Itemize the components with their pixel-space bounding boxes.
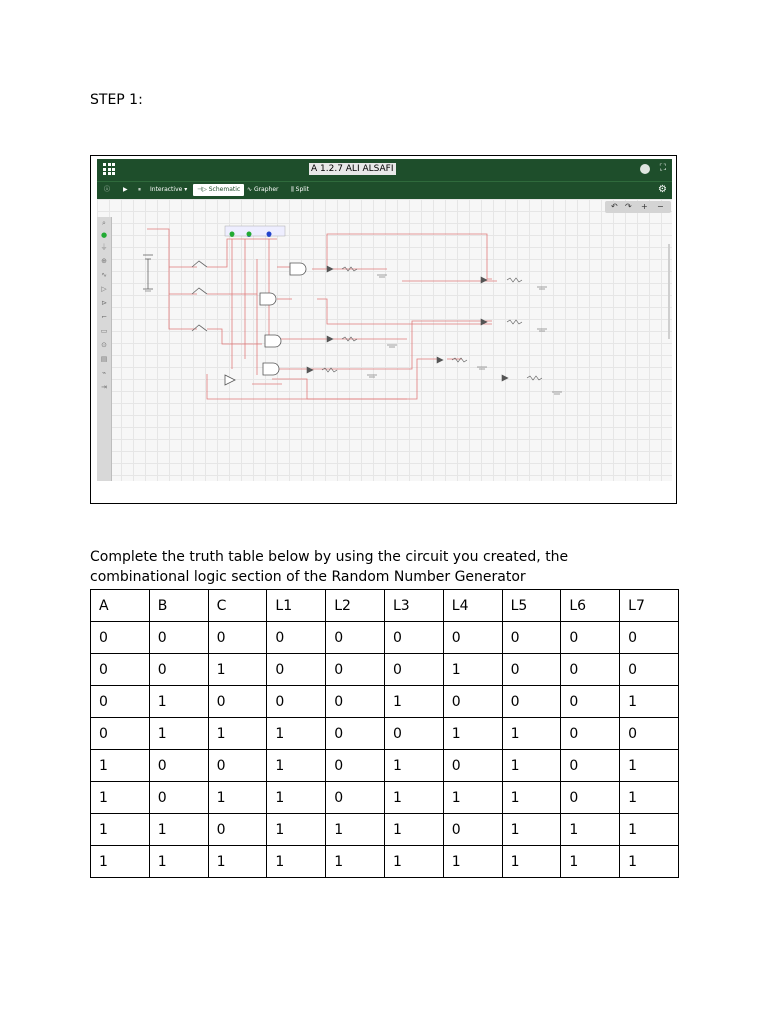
table-cell: 1	[149, 846, 208, 878]
instructions-text: Complete the truth table below by using the circuit you created, the combinational logic section of the Random Number Generator	[90, 549, 569, 585]
table-cell: 1	[561, 846, 620, 878]
table-cell: 1	[91, 750, 150, 782]
column-header: L7	[620, 590, 679, 622]
table-cell: 1	[502, 782, 561, 814]
palette-display-icon[interactable]: ▤	[100, 355, 108, 363]
info-icon[interactable]: ⓘ	[104, 186, 111, 193]
table-cell: 1	[561, 814, 620, 846]
table-row	[91, 622, 679, 654]
table-cell: 0	[326, 686, 385, 718]
table-cell: 0	[326, 622, 385, 654]
grounds	[145, 275, 562, 394]
table-cell: 1	[443, 654, 502, 686]
table-cell: 0	[91, 622, 150, 654]
palette-meter-icon[interactable]: ⊙	[101, 341, 107, 349]
table-cell: 0	[561, 750, 620, 782]
palette-source-icon[interactable]: ⊕	[101, 257, 107, 265]
column-header: L2	[326, 590, 385, 622]
table-cell: 1	[443, 718, 502, 750]
fullscreen-icon[interactable]: ⛶	[659, 163, 666, 173]
table-cell: 0	[149, 782, 208, 814]
table-cell: 0	[91, 718, 150, 750]
gates	[225, 263, 306, 385]
mode-dropdown-label: Interactive	[150, 186, 183, 193]
table-cell: 1	[326, 846, 385, 878]
table-cell: 1	[384, 750, 443, 782]
table-cell: 0	[91, 654, 150, 686]
table-cell: 0	[267, 654, 326, 686]
table-row	[91, 686, 679, 718]
table-cell: 0	[443, 750, 502, 782]
table-cell: 0	[443, 686, 502, 718]
table-cell: 0	[326, 654, 385, 686]
leds-and-resistors	[307, 266, 542, 381]
table-cell: 0	[620, 654, 679, 686]
main-toolbar	[97, 181, 672, 200]
table-row	[91, 846, 679, 878]
circuit-schematic	[97, 199, 672, 481]
table-cell: 1	[267, 846, 326, 878]
table-cell: 1	[326, 814, 385, 846]
table-cell: 0	[561, 654, 620, 686]
document-title[interactable]: A 1.2.7 ALI ALSAFI	[311, 164, 394, 174]
table-cell: 1	[443, 782, 502, 814]
table-cell: 0	[384, 622, 443, 654]
table-cell: 1	[149, 814, 208, 846]
table-row	[91, 654, 679, 686]
circuit-simulator-app	[97, 159, 672, 481]
truth-table-header	[91, 590, 679, 622]
title-bar	[97, 159, 672, 181]
table-cell: 1	[502, 718, 561, 750]
table-cell: 0	[326, 718, 385, 750]
column-header: B	[149, 590, 208, 622]
table-cell: 1	[267, 718, 326, 750]
column-header: L1	[267, 590, 326, 622]
table-cell: 0	[208, 814, 267, 846]
palette-switch-icon[interactable]: ⌐	[101, 313, 107, 321]
table-row	[91, 782, 679, 814]
table-cell: 1	[149, 718, 208, 750]
play-icon[interactable]: ▶	[123, 186, 128, 193]
mode-dropdown[interactable]: Interactive ▾	[150, 186, 188, 193]
table-cell: 0	[208, 622, 267, 654]
zoom-out-icon[interactable]: −	[657, 202, 664, 211]
table-cell: 1	[149, 686, 208, 718]
table-cell: 1	[208, 782, 267, 814]
palette-green-dot-icon[interactable]: ●	[100, 231, 108, 239]
table-cell: 1	[620, 782, 679, 814]
table-cell: 0	[326, 750, 385, 782]
column-header: C	[208, 590, 267, 622]
table-cell: 1	[384, 782, 443, 814]
table-cell: 0	[561, 622, 620, 654]
table-cell: 0	[502, 622, 561, 654]
palette-ground-icon[interactable]: ⏚	[100, 243, 108, 251]
table-cell: 1	[620, 814, 679, 846]
settings-gear-icon[interactable]: ⚙	[658, 184, 667, 195]
table-cell: 1	[208, 718, 267, 750]
step-heading: STEP 1:	[90, 92, 143, 108]
table-row	[91, 718, 679, 750]
column-header: L6	[561, 590, 620, 622]
palette-chip-icon[interactable]: ▭	[100, 327, 108, 335]
table-cell: 1	[208, 654, 267, 686]
palette-gate-icon[interactable]: ▷	[101, 285, 107, 293]
truth-table-body	[91, 622, 679, 878]
table-cell: 1	[91, 782, 150, 814]
tab-grapher-label: Grapher	[253, 186, 279, 193]
tab-split-label: Split	[295, 186, 309, 193]
truth-table	[90, 589, 679, 878]
table-cell: 1	[384, 846, 443, 878]
column-header: A	[91, 590, 150, 622]
zoom-in-icon[interactable]: +	[641, 202, 648, 211]
table-cell: 1	[502, 750, 561, 782]
table-cell: 1	[502, 846, 561, 878]
table-cell: 0	[326, 782, 385, 814]
table-row	[91, 750, 679, 782]
tab-schematic[interactable]: ⊣▷ Schematic	[193, 184, 244, 196]
table-cell: 0	[561, 782, 620, 814]
table-cell: 0	[267, 622, 326, 654]
table-cell: 0	[91, 686, 150, 718]
tab-grapher[interactable]: ∿ Grapher	[247, 186, 279, 193]
redo-icon[interactable]: ↷	[625, 202, 632, 211]
tab-schematic-label: Schematic	[208, 186, 241, 193]
table-cell: 0	[561, 686, 620, 718]
table-cell: 0	[443, 814, 502, 846]
switches	[192, 226, 285, 331]
table-row	[91, 814, 679, 846]
pause-icon[interactable]: ⏸	[138, 186, 142, 193]
column-header: L3	[384, 590, 443, 622]
table-cell: 1	[208, 846, 267, 878]
table-cell: 0	[267, 686, 326, 718]
palette-connector-icon[interactable]: ⇥	[101, 383, 107, 391]
table-cell: 1	[502, 814, 561, 846]
table-cell: 0	[384, 654, 443, 686]
table-cell: 0	[561, 718, 620, 750]
tab-split[interactable]: ⫼ Split	[291, 186, 309, 193]
app-menu-grid-icon[interactable]	[103, 163, 115, 175]
table-cell: 1	[91, 846, 150, 878]
palette-resistor-icon[interactable]: ∿	[101, 271, 107, 279]
table-cell: 0	[620, 718, 679, 750]
palette-diode-icon[interactable]: ⊳	[101, 299, 107, 307]
battery	[143, 255, 153, 289]
table-cell: 1	[384, 814, 443, 846]
palette-search-icon[interactable]: ⌕	[102, 219, 106, 227]
table-cell: 0	[502, 686, 561, 718]
table-cell: 1	[443, 846, 502, 878]
table-cell: 1	[620, 686, 679, 718]
palette-probe-icon[interactable]: ⌁	[101, 369, 107, 377]
table-cell: 1	[620, 750, 679, 782]
table-cell: 1	[267, 750, 326, 782]
header-row	[91, 590, 679, 622]
table-cell: 1	[384, 686, 443, 718]
table-cell: 1	[267, 782, 326, 814]
table-cell: 0	[620, 622, 679, 654]
table-cell: 0	[149, 654, 208, 686]
table-cell: 1	[267, 814, 326, 846]
table-cell: 0	[443, 622, 502, 654]
table-cell: 0	[384, 718, 443, 750]
wires	[147, 229, 497, 399]
table-cell: 0	[208, 750, 267, 782]
column-header: L4	[443, 590, 502, 622]
table-cell: 0	[149, 622, 208, 654]
table-cell: 1	[620, 846, 679, 878]
table-cell: 1	[91, 814, 150, 846]
table-cell: 0	[208, 686, 267, 718]
undo-icon[interactable]: ↶	[611, 202, 618, 211]
table-cell: 0	[502, 654, 561, 686]
column-header: L5	[502, 590, 561, 622]
table-cell: 0	[149, 750, 208, 782]
cloud-status-icon[interactable]	[640, 164, 650, 174]
